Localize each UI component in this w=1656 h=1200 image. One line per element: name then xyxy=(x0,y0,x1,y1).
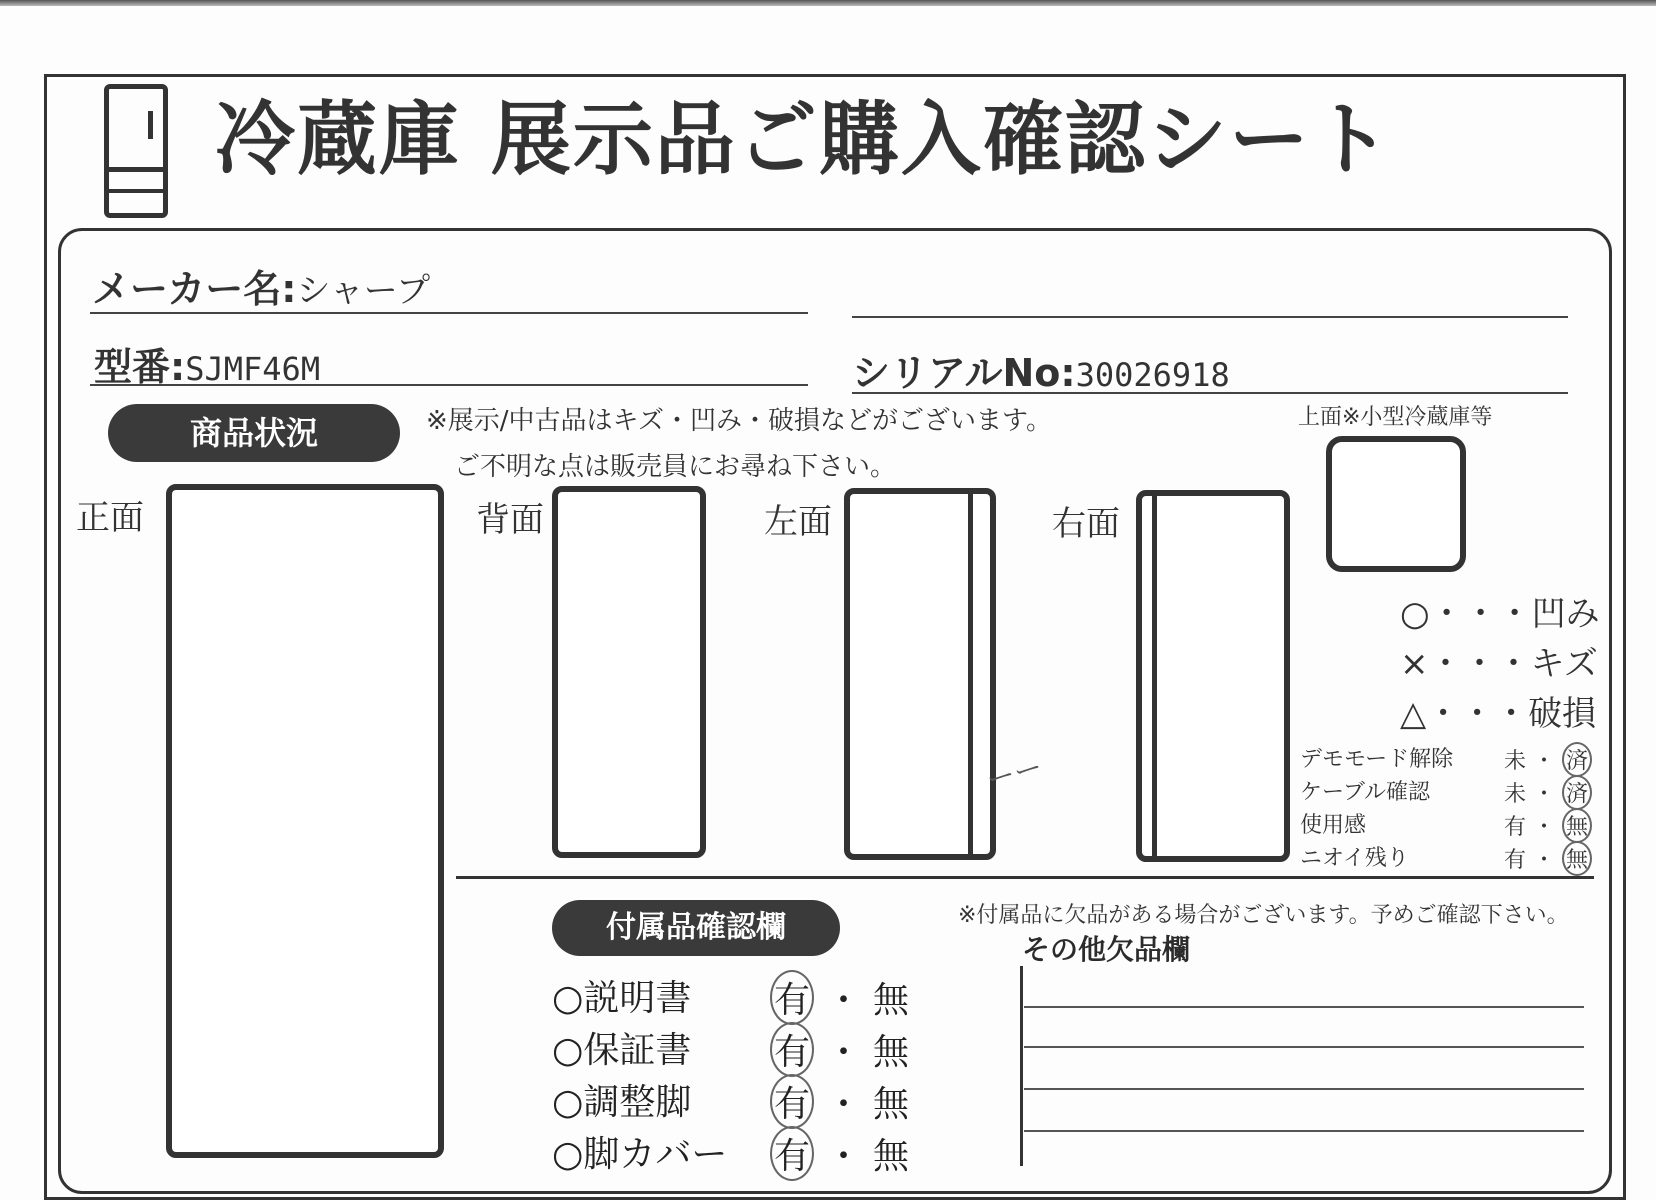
model-label: 型番 xyxy=(94,345,171,389)
accessories-list xyxy=(552,970,909,1178)
accessory-manual: ○説明書 有 ・ 無 xyxy=(552,970,727,1022)
selected-done-mark: 済 xyxy=(1562,742,1592,777)
section-divider xyxy=(456,876,1594,879)
maker-underline xyxy=(90,312,808,314)
back-label: 背面 xyxy=(476,500,544,540)
legend-dent: ○・・・凹み xyxy=(1400,594,1600,634)
condition-note-1: ※展示/中古品はキズ・凹み・破損などがございます。 xyxy=(426,406,1052,436)
serial-underline xyxy=(852,392,1568,394)
top-label: 上面※小型冷蔵庫等 xyxy=(1298,405,1493,430)
accessories-note: ※付属品に欠品がある場合がございます。予めご確認下さい。 xyxy=(958,903,1569,928)
back-diagram xyxy=(552,486,706,858)
legend xyxy=(1400,586,1600,736)
model-row: 型番:SJMF46M xyxy=(94,345,321,389)
model-underline xyxy=(90,384,808,386)
other-box-edge xyxy=(1020,966,1023,1166)
other-line-4 xyxy=(1024,1130,1584,1132)
blank-underline xyxy=(852,316,1568,318)
legend-damage: △・・・破損 xyxy=(1400,694,1597,734)
sheet-title: 冷蔵庫 展示品ご購入確認シート xyxy=(215,93,1393,186)
check-usage: 使用感 有 ・ 無 xyxy=(1300,808,1590,841)
scan-edge xyxy=(0,0,1656,6)
selected-none-mark: 無 xyxy=(1562,841,1592,876)
check-cable: ケーブル確認 未 ・ 済 xyxy=(1300,775,1590,808)
other-line-2 xyxy=(1024,1046,1584,1048)
serial-value: 30026918 xyxy=(1075,356,1230,394)
legend-scratch: ×・・・キズ xyxy=(1400,644,1598,684)
other-missing-heading: その他欠品欄 xyxy=(1022,933,1191,966)
right-label: 右面 xyxy=(1052,504,1120,544)
front-diagram xyxy=(166,484,444,1158)
selected-none-mark: 無 xyxy=(1562,808,1592,843)
status-checks xyxy=(1300,742,1590,874)
model-value: SJMF46M xyxy=(185,350,321,388)
accessory-adjuster-feet: ○調整脚 有 ・ 無 xyxy=(552,1074,727,1126)
other-line-3 xyxy=(1024,1088,1584,1090)
maker-value: シャープ xyxy=(296,271,431,311)
refrigerator-icon xyxy=(104,84,168,218)
check-demo-mode: デモモード解除 未 ・ 済 xyxy=(1300,742,1590,775)
check-odor: ニオイ残り 有 ・ 無 xyxy=(1300,841,1590,874)
selected-done-mark: 済 xyxy=(1562,775,1592,810)
left-label: 左面 xyxy=(764,502,832,542)
other-line-1 xyxy=(1024,1006,1584,1008)
serial-label: シリアルNo xyxy=(852,351,1061,395)
accessory-warranty: ○保証書 有 ・ 無 xyxy=(552,1022,727,1074)
accessory-foot-cover: ○脚カバー 有 ・ 無 xyxy=(552,1126,727,1178)
top-diagram xyxy=(1326,436,1466,572)
condition-heading: 商品状況 xyxy=(108,404,400,462)
handwritten-mark: ーー xyxy=(983,750,1046,797)
serial-row: シリアルNo:30026918 xyxy=(852,351,1230,395)
maker-label: メーカー名 xyxy=(92,267,282,311)
front-label: 正面 xyxy=(76,498,144,538)
accessories-heading: 付属品確認欄 xyxy=(552,900,840,956)
left-diagram xyxy=(844,488,996,860)
condition-note-2: ご不明な点は販売員にお尋ね下さい。 xyxy=(454,452,897,482)
right-diagram xyxy=(1136,490,1290,862)
maker-row: メーカー名:シャープ xyxy=(92,267,431,311)
